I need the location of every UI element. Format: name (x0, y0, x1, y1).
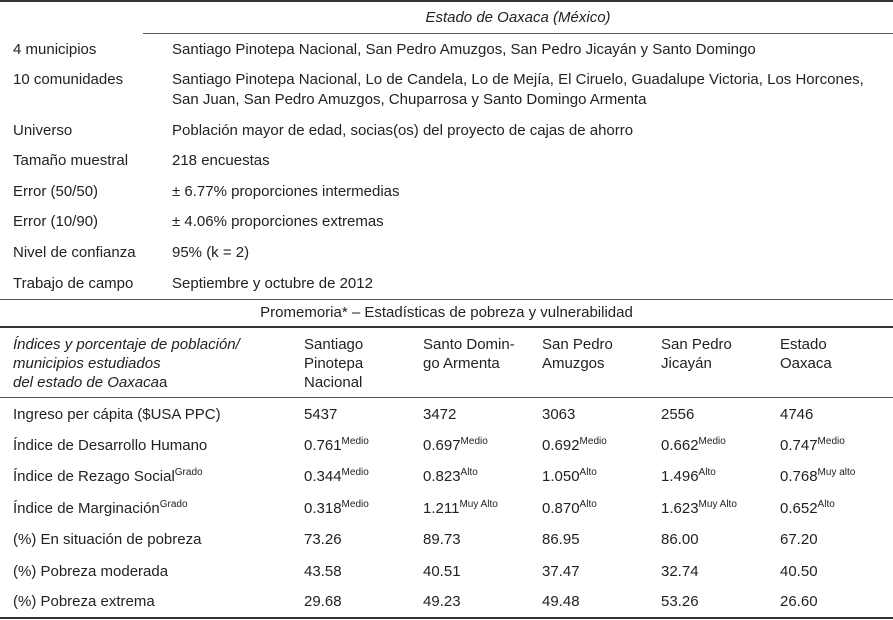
summary-value: Santiago Pinotepa Nacional, Lo de Candela, Lo de Mejía, El Ciruelo, Guadalupe Victoria, Los Horcones, San Juan, San Pedro Amuzgos, Chuparrosa y Santo Domingo Armenta (172, 71, 864, 108)
column-header: San Pedro Jicayán (661, 336, 732, 372)
row-label: Ingreso per cápita ($USA PPC) (13, 406, 221, 423)
summary-value: Septiembre y octubre de 2012 (172, 275, 373, 292)
table-cell: $0.344^{Medio}$ (304, 467, 369, 485)
row-header-line: municipios estudiados (13, 355, 161, 372)
table-cell: 4746 (780, 406, 814, 423)
row-header (13, 335, 240, 392)
table-cell: $0.870^{Alto}$ (542, 499, 597, 517)
table-cell: 86.95 (542, 531, 580, 548)
table-cell: 49.23 (423, 593, 461, 610)
summary-value: Población mayor de edad, socias(os) del proyecto de cajas de ahorro (172, 122, 634, 139)
table-cell: $1.496^{Alto}$ (661, 467, 716, 485)
summary-value: Santiago Pinotepa Nacional, San Pedro Amuzgos, San Pedro Jicayán y Santo Domingo (172, 41, 756, 58)
table-cell: 2556 (661, 406, 695, 423)
column-header: San Pedro Amuzgos (542, 336, 613, 372)
table-cell: 49.48 (542, 593, 580, 610)
column-header: Santiago Pinotepa Nacional (304, 336, 364, 391)
row-label: Índice de Rezago Social$^{Grado}$ (13, 467, 203, 485)
table-cell: 86.00 (661, 531, 699, 548)
row-header-line: del estado de Oaxaca (13, 374, 159, 391)
promemoria-rule (0, 326, 893, 328)
table-cell: $0.318^{Medio}$ (304, 499, 369, 517)
table-cell: $0.761^{Medio}$ (304, 436, 369, 454)
row-label: (%) En situación de pobreza (13, 531, 202, 548)
table-cell: 37.47 (542, 563, 580, 580)
summary-label: Trabajo de campo (13, 275, 134, 292)
table-cell: $0.692^{Medio}$ (542, 436, 607, 454)
row-header-line: Índices y porcentaje de población/ (13, 336, 240, 353)
row-label: (%) Pobreza extrema (13, 593, 155, 610)
summary-label: Tamaño muestral (13, 152, 129, 169)
summary-label: Error (10/90) (13, 213, 99, 230)
table-cell: 26.60 (780, 593, 818, 610)
column-header: Estado Oaxaca (780, 336, 832, 372)
summary-label: 10 comunidades (13, 71, 124, 88)
table-cell: $1.623^{Muy Alto}$ (661, 499, 737, 517)
summary-label: Error (50/50) (13, 183, 99, 200)
table-cell: 29.68 (304, 593, 342, 610)
table-cell: $0.662^{Medio}$ (661, 436, 726, 454)
summary-value: 218 encuestas (172, 152, 270, 169)
table-cell: 73.26 (304, 531, 342, 548)
table-cell: 40.50 (780, 563, 818, 580)
title-rule (143, 33, 893, 34)
header-rule (0, 397, 893, 398)
table-title: Estado de Oaxaca (México) (425, 9, 611, 26)
table-cell: 67.20 (780, 531, 818, 548)
table-cell: $0.652^{Alto}$ (780, 499, 835, 517)
section-rule (0, 299, 893, 300)
summary-label: 4 municipios (13, 41, 97, 58)
table-cell: 43.58 (304, 563, 342, 580)
summary-label: Nivel de confianza (13, 244, 136, 261)
row-header-tail: a (158, 374, 168, 391)
promemoria-title: Promemoria* – Estadísticas de pobreza y vulnerabilidad (260, 304, 633, 321)
summary-value: 95% (k = 2) (172, 244, 250, 261)
table-cell: 3472 (423, 406, 457, 423)
table-cell: $0.768^{Muy alto}$ (780, 467, 856, 485)
table-cell: $0.747^{Medio}$ (780, 436, 845, 454)
bottom-rule (0, 617, 893, 619)
table-cell: 53.26 (661, 593, 699, 610)
top-rule (0, 0, 893, 2)
row-label: Índice de Desarrollo Humano (13, 437, 208, 454)
summary-label: Universo (13, 122, 73, 139)
row-label: Índice de Marginación$^{Grado}$ (13, 499, 188, 517)
table-cell: 89.73 (423, 531, 461, 548)
table-cell: $1.211^{Muy Alto}$ (423, 499, 498, 517)
table-cell: $0.697^{Medio}$ (423, 436, 488, 454)
summary-value: ± 6.77% proporciones intermedias (172, 183, 400, 200)
table-cell: $1.050^{Alto}$ (542, 467, 597, 485)
table-cell: 32.74 (661, 563, 699, 580)
table-cell: 40.51 (423, 563, 461, 580)
table-cell: 3063 (542, 406, 576, 423)
column-header: Santo Domin- go Armenta (423, 336, 515, 372)
summary-value: ± 4.06% proporciones extremas (172, 213, 384, 230)
row-label: (%) Pobreza moderada (13, 563, 169, 580)
table-cell: $0.823^{Alto}$ (423, 467, 478, 485)
table-cell: 5437 (304, 406, 338, 423)
